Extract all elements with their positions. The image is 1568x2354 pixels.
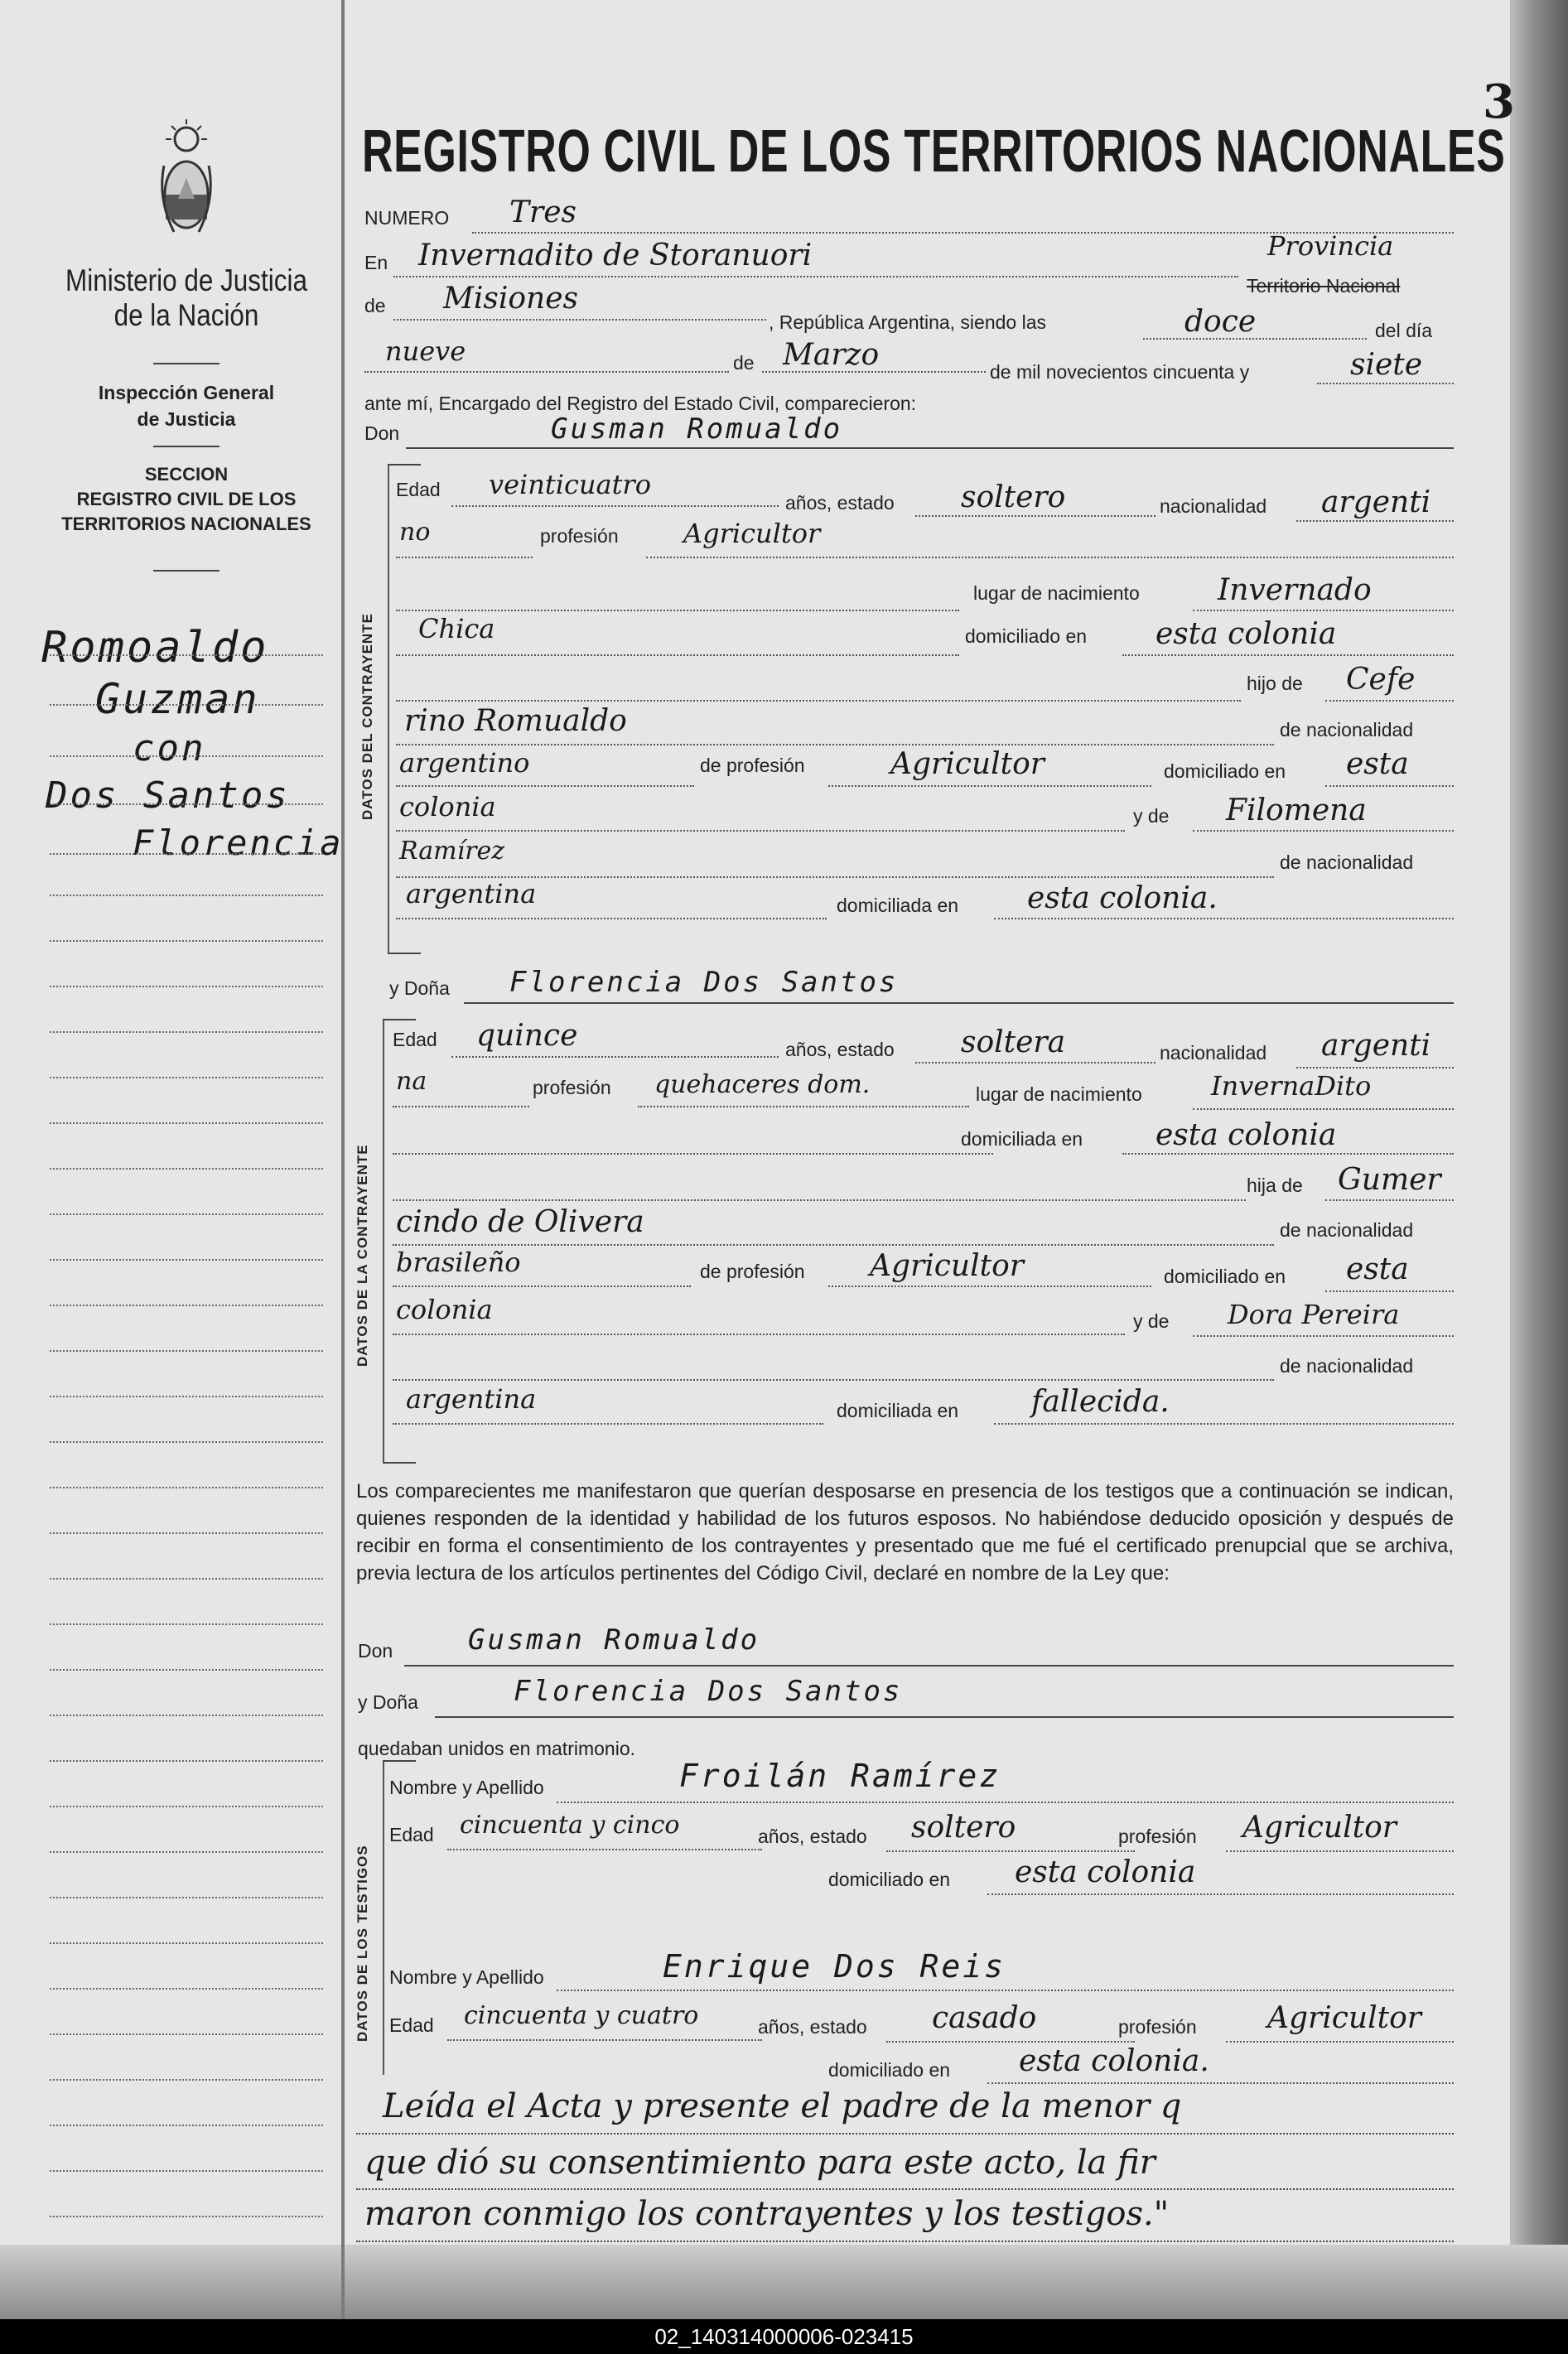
c-profesion-value: Agricultor xyxy=(683,518,821,549)
mil-text: de mil novecientos cincuenta y xyxy=(990,361,1250,383)
f-nac-cont-line xyxy=(393,1106,529,1107)
c-blank-line-2 xyxy=(396,700,1241,702)
de-label-2: de xyxy=(733,352,755,374)
t2-dom-line xyxy=(987,2082,1454,2084)
c-edad-label: Edad xyxy=(396,479,441,500)
c-padre-nac-line xyxy=(396,785,694,787)
c-madre-dom-line xyxy=(994,918,1454,919)
anio-line xyxy=(1317,383,1454,384)
dia-value: nueve xyxy=(385,335,466,367)
mes-value: Marzo xyxy=(783,338,880,372)
c-padre-dom-cont-line xyxy=(396,830,1125,832)
f-blank-line-2 xyxy=(393,1199,1246,1201)
c-de-profesion-label: de profesión xyxy=(700,755,805,776)
f-estado-value: soltera xyxy=(961,1025,1066,1059)
c-nac-value: argenti xyxy=(1321,485,1431,519)
f-hija-value: Gumer xyxy=(1338,1163,1441,1197)
provincia-handwritten: Provincia xyxy=(1267,230,1394,262)
c-hijo-line xyxy=(1325,700,1454,702)
register-title: REGISTRO CIVIL DE LOS TERRITORIOS NACIONALES xyxy=(362,118,1506,185)
f-domiciliada-label: domiciliada en xyxy=(961,1128,1083,1150)
t2-nombre-line xyxy=(557,1990,1454,1991)
numero-label: NUMERO xyxy=(364,207,450,229)
anio-value: siete xyxy=(1350,348,1423,382)
c-madre-dom: esta colonia. xyxy=(1027,881,1218,915)
t2-dom-value: esta colonia. xyxy=(1019,2044,1209,2078)
decl-dona-value: Florencia Dos Santos xyxy=(514,1675,903,1708)
t1-profesion-value: Agricultor xyxy=(1242,1811,1397,1845)
f-padre-dom-cont-line xyxy=(393,1334,1125,1335)
margin-note-line-4: Dos Santos xyxy=(46,774,290,817)
dia-line xyxy=(364,371,729,373)
de-value: Misiones xyxy=(443,282,579,316)
f-padre-nac: brasileño xyxy=(396,1247,521,1278)
hora-value: doce xyxy=(1184,305,1257,339)
republica-text: , República Argentina, siendo las xyxy=(769,311,1046,333)
testigos-bracket xyxy=(383,1760,384,2075)
f-lugar-line xyxy=(1193,1108,1454,1110)
t2-profesion-label: profesión xyxy=(1118,2016,1197,2038)
t2-nombre-value: Enrique Dos Reis xyxy=(663,1948,1006,1985)
del-dia-text: del día xyxy=(1375,320,1433,341)
c-estado-value: soltero xyxy=(961,480,1066,514)
t2-edad-label: Edad xyxy=(389,2014,434,2036)
decl-dona-label: y Doña xyxy=(358,1691,418,1713)
margin-note-line-3: con xyxy=(133,727,206,769)
t1-nombre-line xyxy=(557,1802,1454,1803)
closing-line-1: Leída el Acta y presente el padre de la menor q xyxy=(383,2087,1182,2125)
sidebar-divider xyxy=(153,446,220,447)
bracket-top xyxy=(383,1019,416,1020)
de-label: de xyxy=(364,295,386,316)
f-nac-line xyxy=(1296,1067,1454,1068)
c-de-nac-label: de nacionalidad xyxy=(1280,719,1414,740)
c-padre-dom-label: domiciliado en xyxy=(1164,760,1286,782)
en-value: Invernadito de Storanuori xyxy=(418,239,813,273)
don-value: Gusman Romualdo xyxy=(551,412,843,446)
f-nac-label: nacionalidad xyxy=(1160,1042,1267,1064)
c-madre-nac-line xyxy=(396,918,827,919)
t2-estado-value: casado xyxy=(932,2001,1037,2035)
f-de-nac-label: de nacionalidad xyxy=(1280,1219,1414,1241)
bracket-bottom xyxy=(383,1462,416,1464)
c-nac-cont: no xyxy=(399,518,431,547)
page-edge-right xyxy=(1510,0,1568,2319)
t1-edad-line xyxy=(447,1849,762,1850)
f-padre-dom: esta xyxy=(1346,1252,1409,1286)
f-madre-value: Dora Pereira xyxy=(1228,1299,1400,1330)
c-nac-cont-line xyxy=(396,557,533,558)
f-padre-prof: Agricultor xyxy=(870,1249,1024,1283)
margin-note-line-5: Florencia xyxy=(133,822,344,863)
c-domiciliada-label: domiciliada en xyxy=(837,895,959,916)
f-domiciliada-value: esta colonia xyxy=(1155,1118,1337,1152)
f-edad-line xyxy=(451,1056,779,1058)
c-lugar-line xyxy=(1193,610,1454,611)
bracket-top xyxy=(388,464,421,465)
contrayente-bracket xyxy=(388,464,389,953)
inspection-line-1: Inspección General xyxy=(98,382,275,403)
f-y-de-label: y de xyxy=(1133,1310,1170,1332)
c-y-de-label: y de xyxy=(1133,805,1170,827)
c-blank-line xyxy=(396,610,959,611)
decl-don-line xyxy=(404,1665,1454,1667)
decl-don-label: Don xyxy=(358,1640,393,1662)
f-padre-dom-line xyxy=(1325,1290,1454,1292)
section-line-3: TERRITORIOS NACIONALES xyxy=(61,514,311,534)
c-madre-cont: Ramírez xyxy=(399,837,505,866)
en-label: En xyxy=(364,252,388,273)
c-madre-value: Filomena xyxy=(1226,794,1367,827)
ministry-line-2: de la Nación xyxy=(113,298,259,332)
contrayenta-bracket xyxy=(383,1019,384,1462)
f-padre-value: cindo de Olivera xyxy=(396,1205,644,1239)
closing-line-3: maron conmigo los contrayentes y los testigos." xyxy=(364,2195,1170,2233)
f-profesion-label: profesión xyxy=(533,1077,611,1098)
decl-dona-line xyxy=(435,1716,1454,1718)
c-padre-dom-cont: colonia xyxy=(399,791,496,822)
t2-estado-line xyxy=(886,2041,1135,2043)
t1-estado-line xyxy=(886,1850,1135,1852)
t1-edad-value: cincuenta y cinco xyxy=(460,1811,680,1840)
f-estado-line xyxy=(915,1062,1155,1064)
page-fold-line xyxy=(341,0,345,2319)
t1-dom-value: esta colonia xyxy=(1015,1855,1196,1889)
c-domiciliado-value: esta colonia xyxy=(1155,617,1337,651)
territorio-printed: Territorio Nacional xyxy=(1247,275,1401,297)
t1-edad-label: Edad xyxy=(389,1824,434,1845)
numero-value: Tres xyxy=(509,195,577,229)
f-padre-dom-label: domiciliado en xyxy=(1164,1266,1286,1287)
c-padre-dom: esta xyxy=(1346,747,1409,781)
image-id-bar: 02_140314000006-023415 xyxy=(0,2319,1568,2354)
c-lugar-cont-line xyxy=(396,654,959,656)
c-hijo-label: hijo de xyxy=(1247,673,1303,694)
f-hija-line xyxy=(1325,1199,1454,1201)
contrayente-vertical-label: DATOS DEL CONTRAYENTE xyxy=(359,613,375,820)
decl-don-value: Gusman Romualdo xyxy=(468,1623,760,1657)
c-padre-nac: argentino xyxy=(399,747,530,779)
closing-line-2: que dió su consentimiento para este acto, la fir xyxy=(364,2144,1155,2182)
f-nac-cont: na xyxy=(396,1067,427,1096)
c-domiciliado-label: domiciliado en xyxy=(965,625,1088,647)
t1-domiciliado-label: domiciliado en xyxy=(828,1869,951,1890)
margin-note-line-1: Romoaldo xyxy=(41,623,269,673)
section-line-2: REGISTRO CIVIL DE LOS xyxy=(76,489,297,509)
closing-line-1-rule xyxy=(356,2133,1454,2135)
c-lugar-cont: Chica xyxy=(418,613,495,644)
y-dona-label: y Doña xyxy=(389,977,450,999)
don-label: Don xyxy=(364,422,400,444)
closing-line-2-rule xyxy=(356,2188,1454,2190)
c-madre-nac: argentina xyxy=(406,878,537,909)
f-padre-dom-cont: colonia xyxy=(396,1294,493,1325)
ante-text: ante mí, Encargado del Registro del Estado Civil, comparecieron: xyxy=(364,393,917,414)
inspection-line-2: de Justicia xyxy=(137,408,236,430)
c-domiciliado-line xyxy=(1122,654,1454,656)
c-nac-label: nacionalidad xyxy=(1160,495,1267,517)
c-lugar-label: lugar de nacimiento xyxy=(973,582,1140,604)
f-padre-prof-line xyxy=(828,1286,1151,1287)
t1-nombre-value: Froilán Ramírez xyxy=(679,1758,1001,1794)
c-profesion-line xyxy=(646,557,1454,558)
testigos-vertical-label: DATOS DE LOS TESTIGOS xyxy=(355,1845,370,2042)
f-lugar-value: InvernaDito xyxy=(1211,1070,1372,1102)
c-padre-prof: Agricultor xyxy=(890,747,1045,781)
t2-nombre-label: Nombre y Apellido xyxy=(389,1966,544,1988)
f-anios-label: años, estado xyxy=(785,1039,895,1060)
t2-edad-value: cincuenta y cuatro xyxy=(464,2001,699,2030)
f-padre-nac-line xyxy=(393,1286,691,1287)
f-nac-value: argenti xyxy=(1321,1029,1431,1063)
ministry-title xyxy=(63,263,310,333)
f-blank-line xyxy=(393,1153,993,1155)
c-padre-dom-line xyxy=(1325,785,1454,787)
t1-anios-label: años, estado xyxy=(758,1826,867,1847)
f-madre-nac: argentina xyxy=(406,1383,537,1415)
f-profesion-value: quehaceres dom. xyxy=(654,1070,871,1099)
f-padre-line xyxy=(393,1244,1274,1246)
c-nac-line xyxy=(1296,520,1454,522)
c-edad-value: veinticuatro xyxy=(489,469,651,500)
c-edad-line xyxy=(451,505,779,507)
contrayenta-vertical-label: DATOS DE LA CONTRAYENTE xyxy=(355,1144,370,1367)
c-madre-line xyxy=(1193,830,1454,832)
t1-profesion-line xyxy=(1226,1850,1454,1852)
f-profesion-line xyxy=(638,1106,969,1107)
c-profesion-label: profesión xyxy=(540,525,619,547)
bracket-top xyxy=(383,1760,416,1762)
f-domiciliada-line xyxy=(1122,1153,1454,1155)
de-line xyxy=(393,319,766,321)
inspection-title xyxy=(41,379,331,432)
f-blank-line-3 xyxy=(393,1379,1274,1381)
t2-edad-line xyxy=(447,2039,762,2041)
t1-dom-line xyxy=(987,1893,1454,1895)
t1-nombre-label: Nombre y Apellido xyxy=(389,1777,544,1798)
dona-value: Florencia Dos Santos xyxy=(509,966,899,999)
t1-estado-value: soltero xyxy=(911,1811,1016,1845)
c-padre-prof-line xyxy=(828,785,1151,787)
f-madre-de-nac-label: de nacionalidad xyxy=(1280,1355,1414,1377)
sidebar-divider xyxy=(153,570,220,572)
page-number: 3 xyxy=(1483,75,1515,129)
c-lugar-value: Invernado xyxy=(1218,573,1372,607)
ministry-line-1: Ministerio de Justicia xyxy=(65,263,307,297)
f-hija-label: hija de xyxy=(1247,1175,1303,1196)
c-anios-label: años, estado xyxy=(785,492,895,514)
f-edad-value: quince xyxy=(476,1019,578,1053)
t1-profesion-label: profesión xyxy=(1118,1826,1197,1847)
c-estado-line xyxy=(915,515,1155,517)
c-madre-de-nac-label: de nacionalidad xyxy=(1280,851,1414,873)
f-domiciliada-madre-label: domiciliada en xyxy=(837,1400,959,1421)
section-line-1: SECCION xyxy=(144,464,229,485)
bracket-bottom xyxy=(388,953,421,954)
f-lugar-label: lugar de nacimiento xyxy=(976,1083,1142,1105)
c-padre-value: rino Romualdo xyxy=(404,704,627,738)
page-edge-bottom xyxy=(0,2245,1568,2319)
f-de-profesion-label: de profesión xyxy=(700,1261,805,1282)
closing-line-3-rule xyxy=(356,2241,1454,2242)
t2-domiciliado-label: domiciliado en xyxy=(828,2059,951,2081)
y-dona-line xyxy=(464,1002,1454,1004)
c-hijo-value: Cefe xyxy=(1346,663,1416,697)
f-madre-line xyxy=(1193,1335,1454,1337)
f-madre-nac-line xyxy=(393,1423,823,1425)
t2-anios-label: años, estado xyxy=(758,2016,867,2038)
sidebar-divider xyxy=(153,363,220,364)
t2-profesion-value: Agricultor xyxy=(1267,2001,1421,2035)
don-line xyxy=(406,447,1454,449)
c-padre-line xyxy=(396,744,1274,745)
t2-profesion-line xyxy=(1226,2041,1454,2043)
f-madre-dom-line xyxy=(994,1423,1454,1425)
f-edad-label: Edad xyxy=(393,1029,437,1050)
margin-note-line-2: Guzman xyxy=(95,675,260,723)
section-title xyxy=(41,462,331,537)
en-line xyxy=(393,276,1238,277)
declaration-paragraph: Los comparecientes me manifestaron que querían desposarse en presencia de los testigos que a continuación se indican, quienes responden de la identidad y habilidad de los futuros esposos. No habiéndose deducido oposición y después de recibir en forma el consentimiento de los contrayentes y presentado que me fué el certificado prenupcial que se archiva, previa lectura de los artículos pertinentes del Código Civil, declaré en nombre de la Ley que: xyxy=(356,1480,1454,1585)
unidos-text: quedaban unidos en matrimonio. xyxy=(358,1738,636,1759)
national-coat-of-arms-icon xyxy=(157,116,215,248)
f-madre-dom: fallecida. xyxy=(1031,1385,1170,1419)
